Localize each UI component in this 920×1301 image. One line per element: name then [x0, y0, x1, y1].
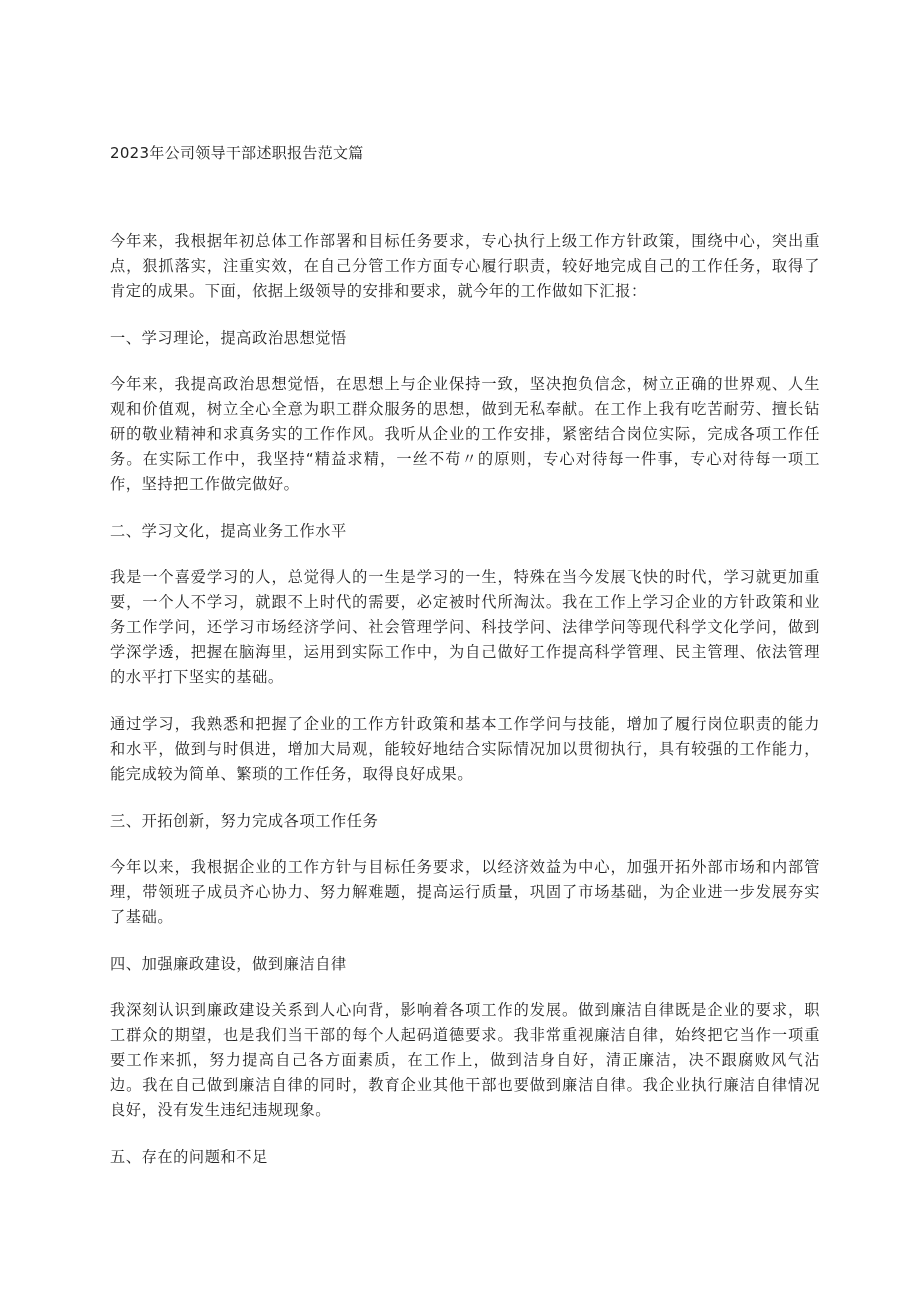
section-2-paragraph-1: 我是一个喜爱学习的人，总觉得人的一生是学习的一生，特殊在当今发展飞快的时代，学习就更加重要，一个人不学习，就跟不上时代的需要，必定被时代所淘汰。我在工作上学习企业的方针政策和业务工作学问，还学习市场经济学问、社会管理学问、科技学问、法律学问等现代科学文化学问，做到学深学透，把握在脑海里，运用到实际工作中，为自己做好工作提高科学管理、民主管理、依法管理的水平打下坚实的基础。: [110, 568, 820, 686]
section-3-paragraph: 今年以来，我根据企业的工作方针与目标任务要求，以经济效益为中心，加强开拓外部市场和内部管理，带领班子成员齐心协力、努力解难题，提高运行质量，巩固了市场基础，为企业进一步发展夯实了基础。: [110, 858, 820, 926]
section-4-paragraph: 我深刻认识到廉政建设关系到人心向背，影响着各项工作的发展。做到廉洁自律既是企业的要求，职工群众的期望，也是我们当干部的每个人起码道德要求。我非常重视廉洁自律，始终把它当作一项重要工作来抓，努力提高自己各方面素质，在工作上，做到洁身自好，清正廉洁，决不跟腐败风气沾边。我在自己做到廉洁自律的同时，教育企业其他干部也要做到廉洁自律。我企业执行廉洁自律情况良好，没有发生违纪违规现象。: [110, 1001, 820, 1119]
section-2-paragraph-2: 通过学习，我熟悉和把握了企业的工作方针政策和基本工作学问与技能，增加了履行岗位职责的能力和水平，做到与时俱进，增加大局观，能较好地结合实际情况加以贯彻执行，具有较强的工作能力，能完成较为简单、繁琐的工作任务，取得良好成果。: [110, 715, 820, 783]
document-title: 2023年公司领导干部述职报告范文篇: [110, 144, 364, 162]
section-1-paragraph: 今年来，我提高政治思想觉悟，在思想上与企业保持一致，坚决抱负信念，树立正确的世界观、人生观和价值观，树立全心全意为职工群众服务的思想，做到无私奉献。在工作上我有吃苦耐劳、擅长钻研的敬业精神和求真务实的工作作风。我听从企业的工作安排，紧密结合岗位实际，完成各项工作任务。在实际工作中，我坚持“精益求精，一丝不苟〃的原则，专心对待每一件事，专心对待每一项工作，坚持把工作做完做好。: [110, 375, 820, 493]
section-3-heading: 三、开拓创新，努力完成各项工作任务: [110, 812, 379, 830]
section-2-heading: 二、学习文化，提高业务工作水平: [110, 522, 347, 540]
section-1-heading: 一、学习理论，提高政治思想觉悟: [110, 329, 347, 347]
document-body: [110, 229, 820, 1191]
intro-paragraph: 今年来，我根据年初总体工作部署和目标任务要求，专心执行上级工作方针政策，围绕中心，突出重点，狠抓落实，注重实效，在自己分管工作方面专心履行职责，较好地完成自己的工作任务，取得了肯定的成果。下面，依据上级领导的安排和要求，就今年的工作做如下汇报：: [110, 232, 820, 300]
section-5-heading: 五、存在的问题和不足: [110, 1148, 268, 1166]
section-4-heading: 四、加强廉政建设，做到廉洁自律: [110, 955, 347, 973]
